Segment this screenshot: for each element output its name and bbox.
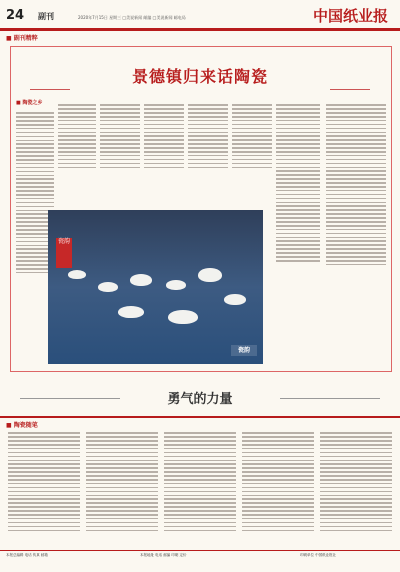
- text-column-4: [144, 102, 184, 170]
- feature-headline: 景德镇归来话陶瓷: [131, 67, 268, 86]
- bottom-text-column-4: [242, 430, 314, 533]
- bottom-text-column-2: [86, 430, 158, 533]
- swan-figure: [68, 270, 86, 279]
- footer-rule: [0, 550, 400, 551]
- text-column-5: [188, 102, 228, 170]
- swan-figure: [166, 280, 186, 290]
- feature-photo: [48, 210, 263, 364]
- bottom-band-label: ■ 陶瓷随笔: [6, 422, 38, 429]
- text-column-8: [326, 102, 386, 268]
- footer-middle: 本报地址 电话 邮编 印刷 定价: [140, 553, 187, 557]
- headline-rule-right: [330, 89, 370, 90]
- swan-figure: [118, 306, 144, 318]
- swan-figure: [130, 274, 152, 286]
- issue-date: 2020年7月15日 星期三 □美说新闻 邮编 □美说新闻 邮电局: [78, 15, 186, 20]
- swan-figure: [168, 310, 198, 324]
- column-heading: ■ 陶瓷之乡: [16, 100, 43, 106]
- swan-figure: [198, 268, 222, 282]
- bottom-text-column-5: [320, 430, 392, 533]
- bottom-headline: 勇气的力量: [167, 392, 233, 407]
- text-column-2: [58, 102, 96, 170]
- swan-figure: [224, 294, 246, 305]
- bottom-text-column-3: [164, 430, 236, 533]
- section-rule: [0, 416, 400, 418]
- photo-caption: 瓷韵: [231, 345, 257, 356]
- text-column-7: [276, 102, 320, 264]
- bottom-text-column-1: [8, 430, 80, 533]
- top-band-label: ■ 副刊精粹: [6, 35, 38, 42]
- seal-stamp: 瓷韵: [56, 238, 72, 268]
- swan-figure: [98, 282, 118, 292]
- newspaper-brand: 中国纸业报: [312, 7, 388, 25]
- page-footer: [0, 549, 400, 572]
- text-column-3: [100, 102, 140, 170]
- headline-rule-left: [30, 89, 70, 90]
- subhead-rule-right: [280, 398, 380, 399]
- section-name: 副刊: [38, 12, 54, 21]
- page-number: 24: [6, 8, 25, 23]
- footer-right: 印刷单位 中国纸业报社: [300, 553, 337, 557]
- footer-left: 本报总编辑 电话 传真 邮箱: [6, 553, 48, 557]
- subhead-rule-left: [20, 398, 120, 399]
- header-rule: [0, 28, 400, 31]
- text-column-6: [232, 102, 272, 170]
